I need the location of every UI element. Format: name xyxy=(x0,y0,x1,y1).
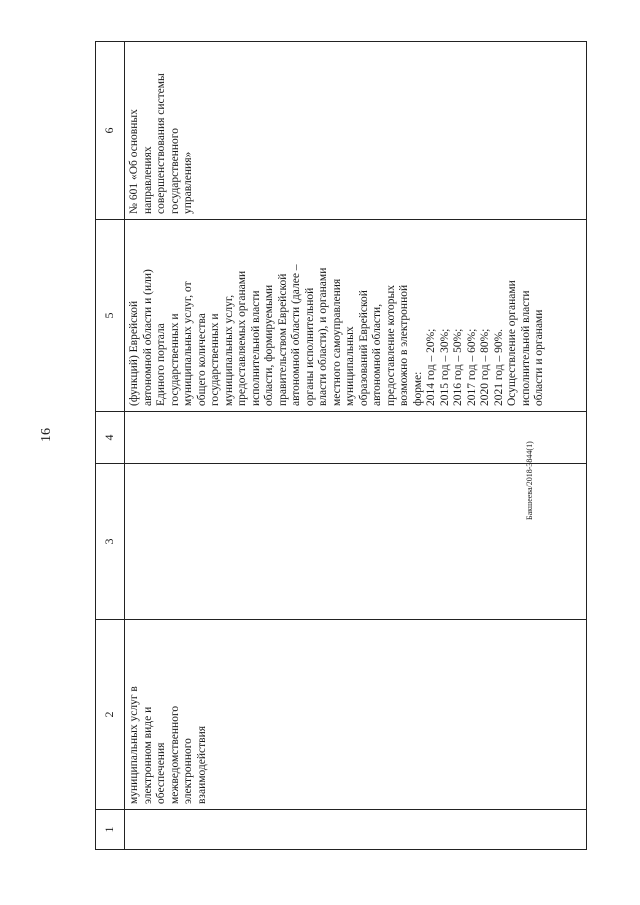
header-col-6: 6 xyxy=(96,42,125,220)
table-header-row xyxy=(96,42,125,850)
table-row xyxy=(125,42,587,850)
cell-col-1 xyxy=(125,810,587,850)
document-stamp: Бакшеева/2018-3844(1) xyxy=(525,441,534,520)
cell-col-4 xyxy=(125,412,587,464)
header-col-1: 1 xyxy=(96,810,125,850)
cell-col-6: № 601 «Об основных направлениях совершенствования системы государственного управления» xyxy=(125,42,587,220)
page-number: 16 xyxy=(39,428,54,442)
header-col-5: 5 xyxy=(96,220,125,412)
cell-col-3 xyxy=(125,464,587,620)
header-col-4: 4 xyxy=(96,412,125,464)
header-col-2: 2 xyxy=(96,620,125,810)
document-table xyxy=(95,41,587,850)
rotated-table-container xyxy=(95,42,587,850)
header-col-3: 3 xyxy=(96,464,125,620)
cell-col-5: (функций) Еврейской автономной области и (или) Единого портала государственных и муниципальных услуг, от общего количества государственных и муниципальных услуг, предоставляемых органами исполнительной власти области, формируемыми правительством Еврейской автономной области (далее – органы исполнительной власти области), и органами местного самоуправления муниципальных образований Еврейской автономной области, предоставление которых возможно в электронной форме: 2014 год – 20%; 2015 год – 30%; 2016 год – 50%; 2017 год – 60%; 2020 год – 80%; 2021 год – 90%. Осуществление органами исполнительной власти области и органами xyxy=(125,220,587,412)
cell-col-2: муниципальных услуг в электронном виде и обеспечения межведомственного электронного взаимодействия xyxy=(125,620,587,810)
